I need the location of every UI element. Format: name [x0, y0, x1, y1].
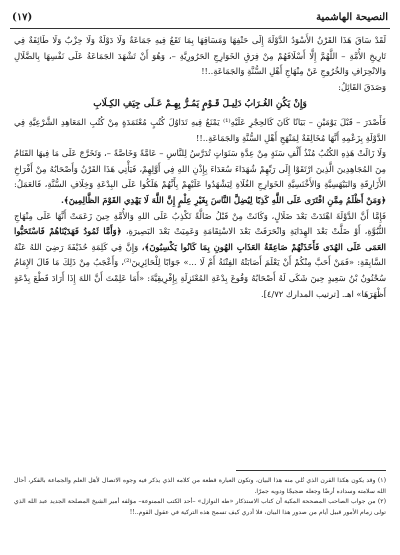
page-number: (١٧)	[12, 11, 33, 23]
paragraph-4-text: وَلَا زَالَتْ هَذِهِ الكُتُبُ مُنْذُ أَلْفِ سَنَةٍ مِنْ عِدَّةِ سَنَوَاتٍ تُدَرَّسُ لِلنَّاسِ – عَامَّةً وَخَاصَّةً –، وَتَخَرَّجَ عَلَى مَا فِيهَا القَتَامُ مِنَ المُجَاهِدِينَ الَّذِينَ ارْتَقَوْا إِلَى رَبِّهِمْ شُهَدَاءَ سُعَدَاءَ بِإِذْنِ اللهِ فِي أَوَّلِهِمْ، فَيَأْتِي هَذَا القَرْنُ وَأَصْحَابُهُ مِنْ أَفْرَاخِ الأَزَارِقَةِ وَالبَيْهَسِيَّةِ وَالأَخْنَسِيَّةِ الخَوَارِجِ الغُلَاةِ لِيَشْهَدُوا عَلَيْهِمْ بِأَنَّهُمْ هَلَكُوا عَلَى البِدْعَةِ وَخِلَافِ السُّنَّةِ، فَالعَمَلُ:	[14, 148, 386, 190]
footnotes	[14, 476, 386, 518]
paragraph-2: وَصَدَقَ القَائِلُ:	[338, 81, 386, 92]
paragraph-1: لَقَدْ سَاقَ هَذَا القَرْنُ الأَسْوَدُ الدَّوْلَةَ إِلَى حَتْفِهَا وَمَسَاقِهَا بِمَا تَقَعُ فِيهِ جَمَاعَةٌ وَلَا دَوْلَةٌ وَلَا حِزْبٌ وَلَا طَائِفَةٌ فِي تَارِيخِ الأُمَّةِ – اللَّهُمَّ إِلَّا أَسْلَافَهُمْ مِنْ فِرَقِ الخَوَارِجِ الحَرُورِيَّةِ –، وَهُوَ أَنْ تَشْهَدَ الجَمَاعَةُ عَلَى نَفْسِهَا بِالضَّلَالِ وَالانْحِرَافِ وَالخُرُوجِ عَنْ مِنْهَاجِ أَهْلِ السُّنَّةِ وَالجَمَاعَةِ..!!	[14, 35, 386, 77]
quran-quote-1: ﴿وَمَنْ أَظْلَمُ مِمَّنِ افْتَرَى عَلَى اللَّهِ كَذِبًا لِيُضِلَّ النَّاسَ بِغَيْرِ عِلْمٍ إِنَّ اللَّهَ لَا يَهْدِي القَوْمَ الظَّالِمِينَ﴾.	[60, 194, 386, 205]
quran-quote-2: ﴿وَأَمَّا ثَمُودُ فَهَدَيْنَاهُمْ فَاسْتَحَبُّوا العَمَى عَلَى الهُدَى فَأَخَذَتْهُمْ صَاعِقَةُ العَذَابِ الهُونِ بِمَا كَانُوا يَكْسِبُونَ﴾،	[14, 226, 386, 252]
paragraph-3: فَأَصْدَرَ – قَبْلَ يَوْمَيْنِ – بَيَانًا كَانَ كَالحِجْرِ عَلَيْهِ⁽¹⁾ يَمْنَعُ فِيهِ تَدَاوُلَ كُتُبٍ مُعْتَمَدَةٍ مِنْ كُتُبِ المَعَاهِدِ الشَّرْعِيَّةِ فِي الدَّوْلَةِ بِزَعْمِهِ أَنَّهَا مُخَالِفَةٌ لِمَنْهَجِ أَهْلِ السُّنَّةِ وَالجَمَاعَةِ..!!	[14, 116, 386, 143]
paragraph-4	[14, 146, 386, 208]
paragraph-5-text: فَإِمَّا أَنَّ الدَّوْلَةَ اهْتَدَتْ بَعْدَ ضَلَالٍ، وَكَانَتْ مِنْ قَبْلُ ضَالَّةً تَكْذِبُ عَلَى اللهِ وَالأُمَّةِ حِينَ زَعَمَتْ أَنَّهَا عَلَى مِنْهَاجِ النُّبُوَّةِ، أَوْ ضَلَّتْ بَعْدَ الهِدَايَةِ وَانْحَرَفَتْ بَعْدَ الاسْتِقَامَةِ وَعَمِيَتْ بَعْدَ البَصِيرَةِ،	[14, 210, 386, 237]
poetry-verse: وَإِنْ يَكُنِ الغُـرَابُ دَلِيـلَ قَـوْمٍ يَمُـرُّ بِهِـمْ عَـلَى جِيَفِ الكِـلَابِ	[93, 99, 307, 110]
running-title: النصيحة الهاشمية	[316, 11, 388, 23]
footnote-2: (٢) من جواب الصاحب المصححة المكية أن كتاب الاستذكار «طه النوازل» –أحد الكتب الممنوعة– مؤلفه أمير الشيخ المصلحة الجديد عبد الله الذي تولى زمام الأمور قبيل أيام من صدور هذا البيان، فلا أدري كيف تسمح هذه التركية في عقول القوم..!!	[14, 498, 386, 516]
paragraph-6-text: وَإِنَّ فِي كَلِمَةِ حُذَيْفَةَ رَضِيَ اللهُ عَنْهُ السَّابِقَةِ: «فَمَنْ أَحَبَّ مِنْكُمْ أَنْ يَعْلَمَ أَصَابَتْهُ الفِتْنَةُ أَمْ لَا ...» جَوَابًا لِلْحَائِرِينَ⁽²⁾، وَأَعْجَبُ مِنْ ذَلِكَ مَا قَالَ الإِمَامُ سُحْنُونُ بْنُ سَعِيدٍ حِينَ شَكَى لَهُ أَصْحَابُهُ وَقُوعَ بِدْعَةِ المُعْتَزِلَةِ بِإِفْرِيقِيَّةَ: «أَمَا عَلِمْتَ أَنَّ اللهَ إِذَا أَرَادَ قَطْعَ بِدْعَةٍ أَظْهَرَهَا» اهـ. [ترتيب المدارك ٤/٧٢].	[14, 241, 386, 299]
paragraph-5	[14, 209, 386, 303]
footnote-1: (١) وقد يكون هكذا القرن الذي تُلي منه هذا البيان، وتكون العبارة قطعة من كلامه الذي يذكر فيه وجوه الاتصال لأهل العلم والجماعة بالفكر، أحال الله سلامته وسداده أرضًا وجعله ضجيجًا ودويه جمرًا.	[14, 477, 386, 495]
footnote-rule	[236, 470, 386, 471]
page-header	[12, 9, 388, 25]
header-rule	[10, 28, 390, 29]
main-text	[14, 33, 386, 302]
